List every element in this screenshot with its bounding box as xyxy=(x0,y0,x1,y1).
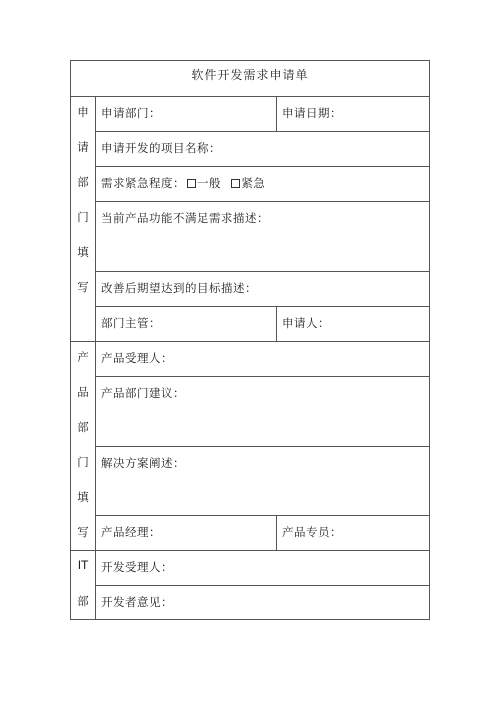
side-char: 填 xyxy=(77,245,89,259)
apply-date-label: 申请日期： xyxy=(282,106,342,120)
side-char: 部 xyxy=(77,594,89,608)
rule-title xyxy=(71,96,429,97)
rule-split xyxy=(276,96,277,131)
product-manager-label: 产品经理： xyxy=(101,525,161,539)
rule xyxy=(95,446,429,447)
checkbox-urgent[interactable] xyxy=(231,179,240,188)
rule-split xyxy=(276,306,277,341)
applicant-label: 申请人： xyxy=(282,316,330,330)
side-char: 部 xyxy=(77,175,89,189)
side-char: 产 xyxy=(77,350,89,364)
rule xyxy=(95,166,429,167)
urgency-option-normal: 一般 xyxy=(197,176,221,190)
side-char: 申 xyxy=(77,105,89,119)
rule xyxy=(95,306,429,307)
gap-desc-label: 当前产品功能不满足需求描述： xyxy=(101,211,269,225)
form-title: 软件开发需求申请单 xyxy=(191,68,309,82)
rule xyxy=(95,376,429,377)
requirement-form xyxy=(70,60,430,620)
urgency-option-urgent: 紧急 xyxy=(241,176,266,190)
rule xyxy=(95,131,429,132)
apply-dept-label: 申请部门： xyxy=(101,106,161,120)
side-char: IT xyxy=(77,558,89,572)
rule xyxy=(95,585,429,586)
urgency-label: 需求紧急程度： xyxy=(101,176,185,190)
rule-split xyxy=(276,515,277,550)
side-char: 请 xyxy=(77,140,89,154)
side-char: 部 xyxy=(77,420,89,434)
rule xyxy=(95,201,429,202)
goal-desc-label: 改善后期望达到的目标描述： xyxy=(101,281,257,295)
side-char: 写 xyxy=(77,525,89,539)
project-name-label: 申请开发的项目名称： xyxy=(101,141,221,155)
urgency-row xyxy=(101,176,265,190)
product-suggestion-label: 产品部门建议： xyxy=(101,386,185,400)
dev-receiver-label: 开发受理人： xyxy=(101,560,173,574)
checkbox-normal[interactable] xyxy=(187,179,196,188)
side-char: 门 xyxy=(77,210,89,224)
side-char: 门 xyxy=(77,455,89,469)
product-receiver-label: 产品受理人： xyxy=(101,351,173,365)
solution-desc-label: 解决方案阐述： xyxy=(101,456,185,470)
rule xyxy=(95,271,429,272)
rule-section-2 xyxy=(71,550,429,551)
side-char: 品 xyxy=(77,385,89,399)
dept-head-label: 部门主管： xyxy=(101,316,161,330)
side-char: 写 xyxy=(77,280,89,294)
rule-side-column xyxy=(95,96,96,619)
product-specialist-label: 产品专员： xyxy=(282,525,342,539)
rule-section-1 xyxy=(71,341,429,342)
rule xyxy=(95,515,429,516)
side-char: 填 xyxy=(77,490,89,504)
dev-opinion-label: 开发者意见： xyxy=(101,595,173,609)
